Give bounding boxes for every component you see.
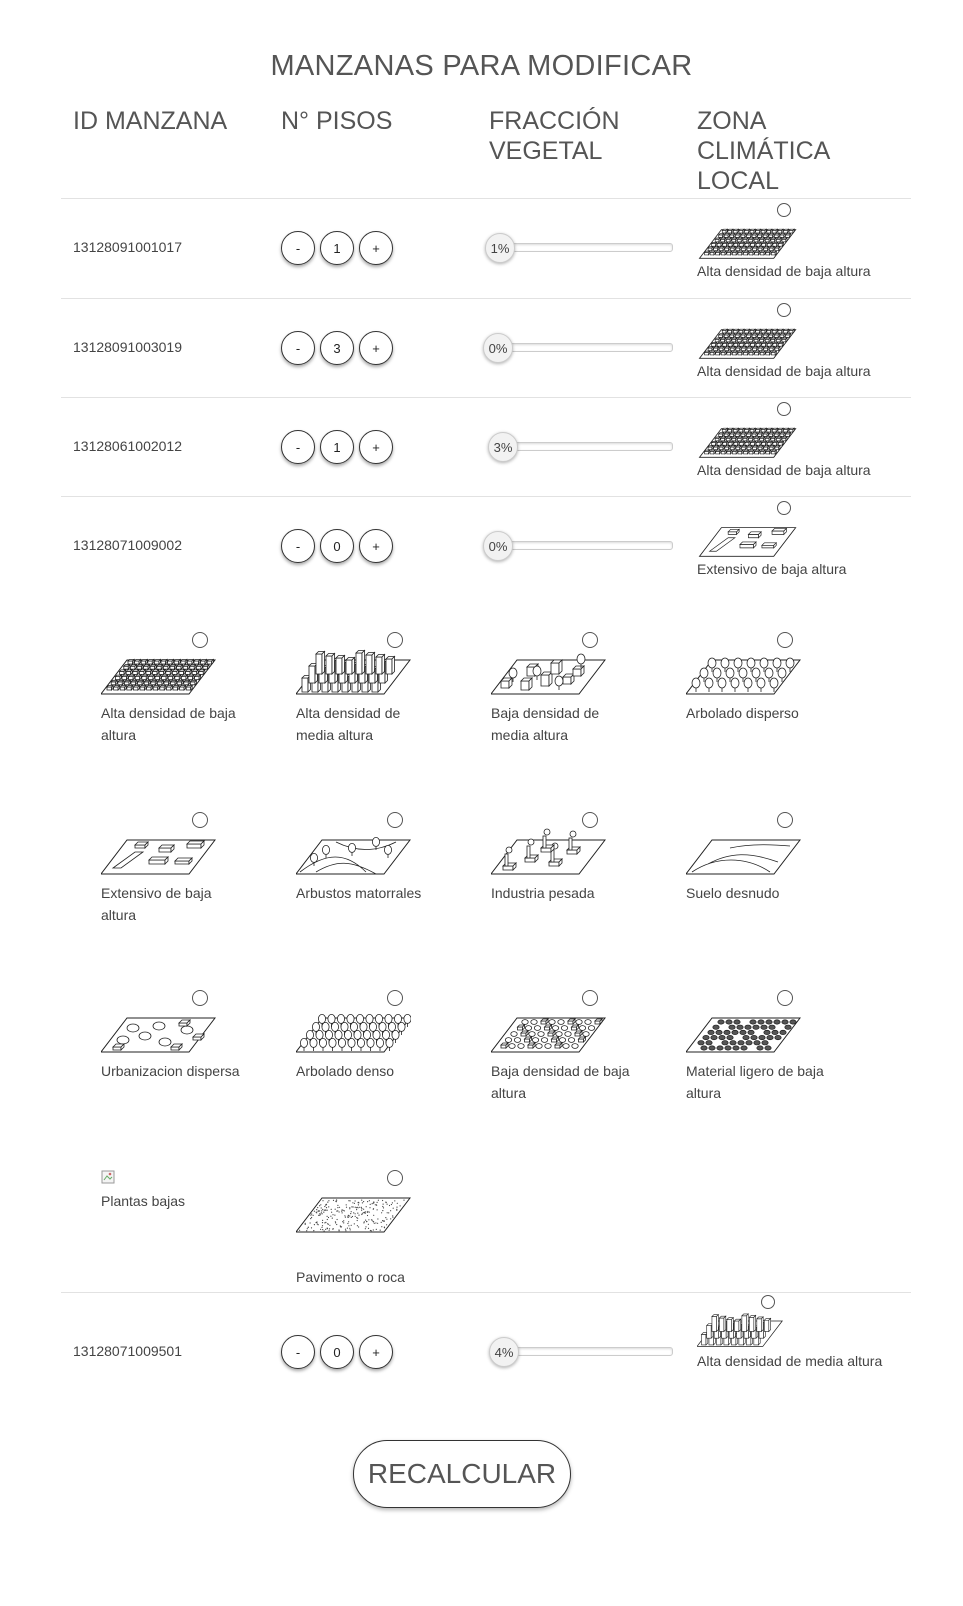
zone-option-radio[interactable] [387,812,403,828]
manzana-id: 13128091003019 [73,339,183,355]
slider-thumb[interactable]: 3% [488,432,518,462]
zone-option-radio[interactable] [192,812,208,828]
row-divider [61,496,911,497]
fraccion-vegetal-slider[interactable] [483,233,671,263]
slider-thumb[interactable]: 1% [485,233,515,263]
increment-button[interactable]: + [359,430,393,464]
pisos-value[interactable]: 1 [320,231,354,265]
zona-radio[interactable] [777,303,791,317]
manzana-id: 13128071009501 [73,1343,183,1359]
open-lowrise-icon [491,988,631,1056]
manzana-id: 13128071009002 [73,537,183,553]
row-divider [61,1292,911,1293]
zone-option[interactable] [491,630,631,746]
zone-option-label: Industria pesada [491,885,595,901]
open-midrise-icon [491,630,631,698]
slider-track[interactable] [491,442,673,451]
zone-option-radio[interactable] [582,990,598,1006]
zone-option-radio[interactable] [777,632,793,648]
dense-midrise-icon [697,1298,887,1350]
pisos-value[interactable]: 0 [320,529,354,563]
pisos-stepper [281,1335,398,1369]
slider-track[interactable] [491,541,673,550]
heavy-industry-icon [491,810,631,878]
pisos-stepper [281,231,398,265]
zone-option-label: Alta densidad de media altura [296,705,401,743]
zona-climatica-selected[interactable] [697,306,887,382]
row-divider [61,397,911,398]
zone-option[interactable] [101,630,241,746]
zona-label: Alta densidad de media altura [697,1353,883,1369]
zone-option[interactable] [101,988,241,1082]
increment-button[interactable]: + [359,331,393,365]
dense-lowrise-icon [697,306,887,360]
zone-option[interactable] [296,1168,436,1288]
row-divider [61,298,911,299]
recalcular-button[interactable]: RECALCULAR [353,1440,571,1508]
zone-option[interactable] [491,810,631,904]
slider-thumb[interactable]: 0% [483,333,513,363]
zone-option[interactable] [686,630,826,724]
dense-lowrise-icon [697,206,887,260]
decrement-button[interactable]: - [281,529,315,563]
lightweight-lowrise-icon [686,988,826,1056]
slider-track[interactable] [491,243,673,252]
scattered-trees-icon [686,630,826,698]
zone-option-label: Alta densidad de baja altura [101,705,236,743]
zone-option-label: Baja densidad de baja altura [491,1063,630,1101]
pisos-stepper [281,331,398,365]
zone-option[interactable] [491,988,631,1104]
zone-option-radio[interactable] [777,812,793,828]
slider-thumb[interactable]: 0% [483,531,513,561]
pisos-stepper [281,430,398,464]
zona-radio[interactable] [777,203,791,217]
zona-climatica-selected[interactable] [697,1298,887,1372]
bare-soil-icon [686,810,826,878]
zone-option-radio[interactable] [387,1170,403,1186]
increment-button[interactable]: + [359,1335,393,1369]
header-pisos: N° PISOS [281,107,393,135]
zona-radio[interactable] [777,501,791,515]
row-divider [61,198,911,199]
slider-track[interactable] [491,343,673,352]
zone-option-label: Pavimento o roca [296,1269,405,1285]
zone-option[interactable] [296,988,436,1082]
decrement-button[interactable]: - [281,231,315,265]
increment-button[interactable]: + [359,529,393,563]
pisos-value[interactable]: 1 [320,430,354,464]
large-lowrise-icon [101,810,241,878]
page-title: MANZANAS PARA MODIFICAR [270,50,693,82]
bare-rock-paved-icon [296,1168,436,1236]
zone-option-label: Baja densidad de media altura [491,705,600,743]
zone-option[interactable] [296,810,436,904]
zone-option-radio[interactable] [777,990,793,1006]
decrement-button[interactable]: - [281,1335,315,1369]
pisos-value[interactable]: 3 [320,331,354,365]
zona-climatica-selected[interactable] [697,504,887,580]
zone-option-radio[interactable] [387,632,403,648]
manzana-id: 13128061002012 [73,438,183,454]
sparsely-built-icon [101,988,241,1056]
zona-label: Extensivo de baja altura [697,561,847,577]
zone-option-label: Urbanizacion dispersa [101,1063,240,1079]
zona-climatica-selected[interactable] [697,206,887,282]
zone-option-label: Arbustos matorrales [296,885,422,901]
fraccion-vegetal-slider[interactable] [483,333,671,363]
zone-option-radio[interactable] [192,990,208,1006]
header-zona: ZONA CLIMÁTICA LOCAL [697,107,829,195]
bush-scrub-icon [296,810,436,878]
decrement-button[interactable]: - [281,331,315,365]
zona-climatica-selected[interactable] [697,405,887,481]
increment-button[interactable]: + [359,231,393,265]
zone-option-label: Extensivo de baja altura [101,885,212,923]
zona-radio[interactable] [761,1295,775,1309]
zone-option[interactable] [686,810,826,904]
broken-image-icon [101,1170,241,1190]
zona-radio[interactable] [777,402,791,416]
slider-thumb[interactable]: 4% [489,1337,519,1367]
manzana-id: 13128091001017 [73,239,183,255]
zone-option-label: Arbolado denso [296,1063,395,1079]
dense-lowrise-icon [697,405,887,459]
zone-option-label: Arbolado disperso [686,705,799,721]
zone-option-radio[interactable] [387,990,403,1006]
zona-label: Alta densidad de baja altura [697,263,871,279]
decrement-button[interactable]: - [281,430,315,464]
fraccion-vegetal-slider[interactable] [483,1337,671,1367]
zone-option-radio[interactable] [582,812,598,828]
large-lowrise-icon [697,504,887,558]
pisos-stepper [281,529,398,563]
fraccion-vegetal-slider[interactable] [483,531,671,561]
zone-option-label: Suelo desnudo [686,885,780,901]
zone-option[interactable] [686,988,826,1104]
zone-option[interactable] [296,630,436,746]
header-fraccion: FRACCIÓN VEGETAL [489,107,620,165]
fraccion-vegetal-slider[interactable] [483,432,671,462]
zone-option-radio[interactable] [192,632,208,648]
zone-option-label: Material ligero de baja altura [686,1063,824,1101]
pisos-value[interactable]: 0 [320,1335,354,1369]
header-id: ID MANZANA [73,107,228,135]
zona-label: Alta densidad de baja altura [697,363,871,379]
dense-trees-icon [296,988,436,1056]
zone-option[interactable] [101,810,241,926]
dense-lowrise-icon [101,630,241,698]
zone-option-label: Plantas bajas [101,1193,186,1209]
zone-option[interactable] [101,1170,241,1212]
zona-label: Alta densidad de baja altura [697,462,871,478]
dense-midrise-icon [296,630,436,698]
zone-option-radio[interactable] [582,632,598,648]
